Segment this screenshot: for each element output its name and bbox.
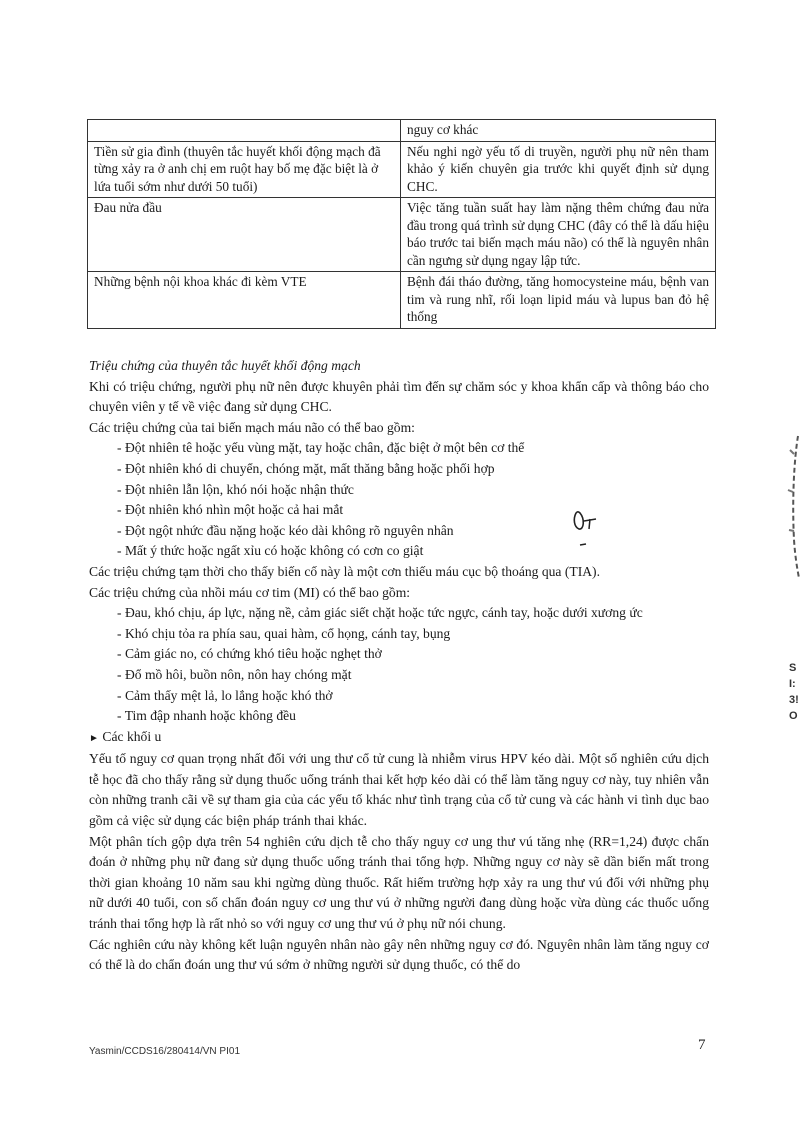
paragraph-cervical-cancer: Yếu tố nguy cơ quan trọng nhất đối với ung thư cổ tử cung là nhiễm virus HPV kéo dài. Một số nghiên cứu dịch tễ học đã cho thấy rằng sử dụng thuốc uống tránh thai kết hợp kéo dài có thể làm tăng nguy cơ này, tuy nhiên vẫn còn những tranh cãi về sự tham gia của các yếu tố khác như tình trạng của cổ tử cung và các hành vi tình dục bao gồm cả việc sử dụng các biện pháp tránh thai khác.: [89, 751, 709, 829]
stroke-intro: Các triệu chứng của tai biến mạch máu não có thể bao gồm:: [89, 419, 415, 435]
list-item: - Cảm giác no, có chứng khó tiêu hoặc nghẹt thở: [117, 644, 709, 665]
stamp-line: 3!: [789, 694, 799, 706]
body-text: [89, 356, 709, 976]
stamp-line: O: [789, 710, 798, 722]
risk-factor-table: [87, 119, 716, 329]
list-item: - Cảm thấy mệt lả, lo lắng hoặc khó thở: [117, 686, 709, 707]
table-cell-factor: Tiền sử gia đình (thuyên tắc huyết khối động mạch đã từng xảy ra ở anh chị em ruột hay bố mẹ đặc biệt là ở lứa tuổi sớm như dưới 50 tuổi): [88, 141, 401, 198]
list-item: - Khó chịu tỏa ra phía sau, quai hàm, cổ họng, cánh tay, bụng: [117, 624, 709, 645]
stamp-line: S: [789, 662, 797, 674]
paragraph-causes: Các nghiên cứu này không kết luận nguyên nhân nào gây nên những nguy cơ đó. Nguyên nhân làm tăng nguy cơ có thể là do chẩn đoán ung thư vú sớm ở những người sử dụng thuốc, có thể do: [89, 936, 709, 973]
stroke-symptom-list: [89, 438, 709, 562]
list-item: - Mất ý thức hoặc ngất xỉu có hoặc không có cơn co giật: [117, 541, 709, 562]
list-item: - Tim đập nhanh hoặc không đều: [117, 706, 709, 727]
tumor-heading: [89, 727, 709, 750]
tia-note: Các triệu chứng tạm thời cho thấy biến cố này là một cơn thiếu máu cục bộ thoáng qua (TIA).: [89, 563, 600, 579]
stamp-line: I:: [789, 678, 796, 690]
cropped-stamp-icon: [772, 430, 800, 580]
triangle-bullet-icon: ►: [89, 732, 99, 744]
table-row: [88, 120, 716, 142]
table-row: [88, 272, 716, 329]
section-title: Triệu chứng của thuyên tắc huyết khối động mạch: [89, 358, 361, 373]
table-cell-note: Nếu nghi ngờ yếu tố di truyền, người phụ nữ nên tham khảo ý kiến chuyên gia trước khi quyết định sử dụng CHC.: [401, 141, 716, 198]
list-item: - Đột nhiên khó nhìn một hoặc cả hai mắt: [117, 500, 709, 521]
list-item: - Đổ mồ hôi, buồn nôn, nôn hay chóng mặt: [117, 665, 709, 686]
list-item: - Đột nhiên khó di chuyển, chóng mặt, mất thăng bằng hoặc phối hợp: [117, 459, 709, 480]
list-item: - Đột nhiên tê hoặc yếu vùng mặt, tay hoặc chân, đặc biệt ở một bên cơ thể: [117, 438, 709, 459]
mi-symptom-list: [89, 603, 709, 727]
table-row: [88, 141, 716, 198]
table-cell-factor: Những bệnh nội khoa khác đi kèm VTE: [88, 272, 401, 329]
table-row: [88, 198, 716, 272]
tumor-heading-label: Các khối u: [102, 728, 162, 744]
list-item: - Đau, khó chịu, áp lực, nặng nề, cảm giác siết chặt hoặc tức ngực, cánh tay, hoặc dưới xương ức: [89, 603, 709, 624]
table-cell-note: nguy cơ khác: [401, 120, 716, 142]
document-id: Yasmin/CCDS16/280414/VN PI01: [89, 1046, 241, 1057]
paragraph-breast-cancer: Một phân tích gộp dựa trên 54 nghiên cứu dịch tễ cho thấy nguy cơ ung thư vú tăng nhẹ (RR=1,24) được chẩn đoán ở những phụ nữ đang sử dụng thuốc uống tránh thai tổng hợp. Những nguy cơ này sẽ dần biến mất trong thời gian khoảng 10 năm sau khi ngừng dùng thuốc. Rất hiếm trường hợp xảy ra ung thư vú đối với những phụ nữ dưới 40 tuổi, con số chẩn đoán nguy cơ ung thư vú ở những người đang dùng hoặc vừa dùng các thuốc uống tránh thai tổng hợp là rất nhỏ so với nguy cơ ung thư vú ở phụ nữ nói chung.: [89, 833, 709, 932]
handwritten-initials-icon: [570, 505, 602, 553]
table-cell-note: Bệnh đái tháo đường, tăng homocysteine máu, bệnh van tim và rung nhĩ, rối loạn lipid máu và lupus ban đỏ hệ thống: [401, 272, 716, 329]
cropped-stamp-text: [789, 660, 800, 724]
intro-paragraph: Khi có triệu chứng, người phụ nữ nên được khuyên phải tìm đến sự chăm sóc y khoa khẩn cấp và thông báo cho chuyên viên y tế về việc đang sử dụng CHC.: [89, 378, 709, 415]
list-item: - Đột nhiên lẫn lộn, khó nói hoặc nhận thức: [117, 480, 709, 501]
table-cell-factor: Đau nửa đầu: [88, 198, 401, 272]
table-cell-note: Việc tăng tuần suất hay làm nặng thêm chứng đau nửa đầu trong quá trình sử dụng CHC (đây có thể là dấu hiệu báo trước tai biến mạch máu não) có thể là nguyên nhân cần ngưng sử dụng ngay lập tức.: [401, 198, 716, 272]
page-number: 7: [698, 1037, 706, 1053]
list-item: - Đột ngột nhức đầu nặng hoặc kéo dài không rõ nguyên nhân: [117, 521, 709, 542]
table-cell-factor: [88, 120, 401, 142]
mi-intro: Các triệu chứng của nhồi máu cơ tim (MI) có thể bao gồm:: [89, 584, 411, 600]
